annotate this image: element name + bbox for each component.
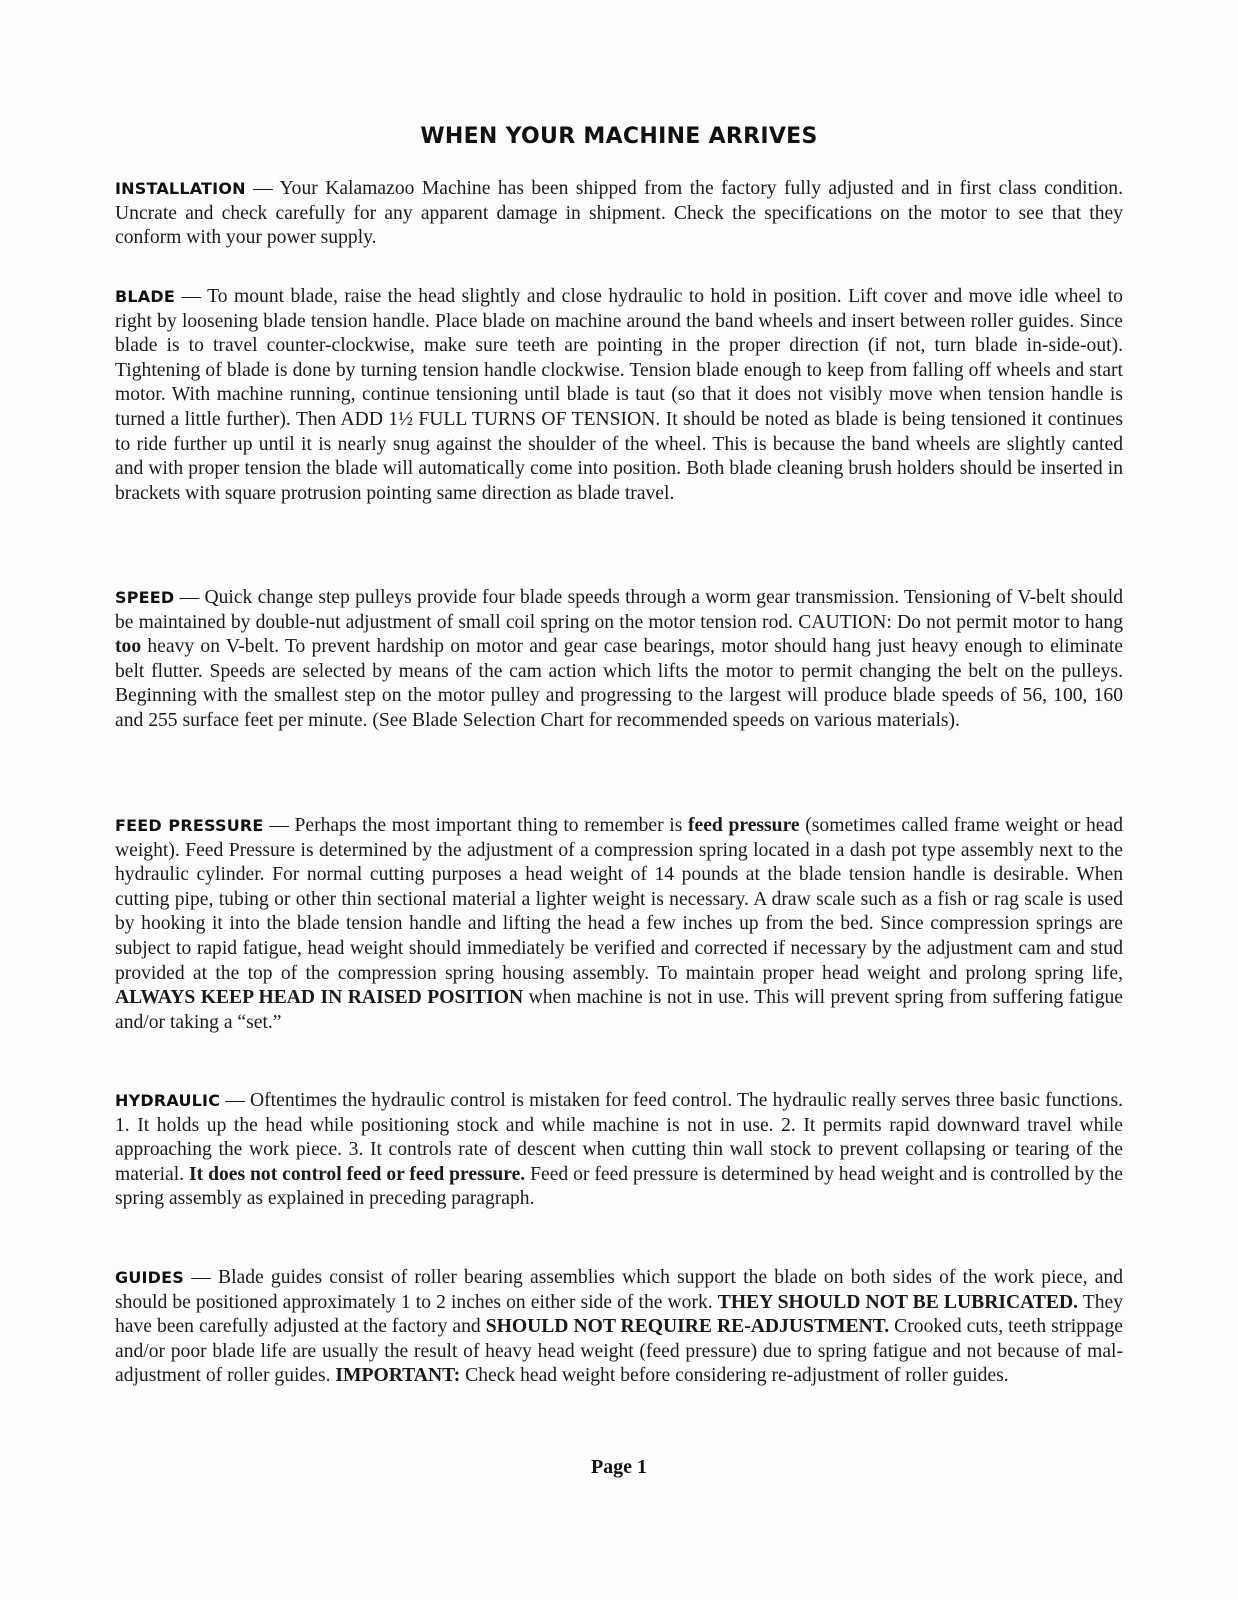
section-installation [115,177,1123,251]
emphasis-text: THEY SHOULD NOT BE LUBRICATED. [717,1291,1078,1313]
heading-dash: — [263,815,295,836]
heading-dash: — [245,178,280,199]
section-text: Blade guides consist of roller bearing assemblies which support the blade on both sides of the work piece, and should be positioned approximately 1 to 2 inches on either side of the work. [115,1267,1123,1313]
section-text: To mount blade, raise the head slightly and close hydraulic to hold in position. Lift cover and move idle wheel to right by loosening blade tension handle. Place blade on machine around the band wheels and insert between roller guides. Since blade is to travel counter-clockwise, make sure teeth are pointing in the proper direction (if not, turn blade in-side-out). Tightening of blade is done by turning tension handle clockwise. Tension blade enough to keep from falling off wheels and start motor. With machine running, continue tensioning until blade is taut (so that it does not visibly move when tension handle is turned a little further). Then ADD 1½ FULL TURNS OF TENSION. It should be noted as blade is being tensioned it continues to ride further up until it is nearly snug against the shoulder of the wheel. This is because the band wheels are slightly canted and with proper tension the blade will automatically come into position. Both blade cleaning brush holders should be inserted in brackets with square protrusion pointing same direction as blade travel. [115,286,1123,504]
section-text: heavy on V-belt. To prevent hardship on motor and gear case bearings, motor should hang just heavy enough to eliminate belt flutter. Speeds are selected by means of the cam action which lifts the motor to permit changing the belt on the pulleys. Beginning with the smallest step on the motor pulley and progressing to the largest will produce blade speeds of 56, 100, 160 and 255 surface feet per minute. (See Blade Selection Chart for recommended speeds on various materials). [115,636,1123,731]
page-title: WHEN YOUR MACHINE ARRIVES [420,124,818,149]
emphasis-text: IMPORTANT: [335,1365,461,1387]
section-feed-pressure [115,814,1123,1035]
section-text: Your Kalamazoo Machine has been shipped from the factory fully adjusted and in first class condition. Uncrate and check carefully for any apparent damage in shipment. Check the specifications on the motor to see that they conform with your power supply. [115,178,1123,249]
heading-dash: — [184,1267,219,1288]
emphasis-text: too [115,636,142,658]
section-text: Quick change step pulleys provide four blade speeds through a worm gear transmission. Tensioning of V-belt should be maintained by double-nut adjustment of small coil spring on the motor tension rod. CAUTION: Do not permit motor to hang [115,587,1123,633]
heading-dash: — [220,1090,250,1111]
section-text: (sometimes called frame weight or head weight). Feed Pressure is determined by the adjustment of a compression spring located in a dash pot type assembly next to the hydraulic cylinder. For normal cutting purposes a head weight of 14 pounds at the blade tension handle is desirable. When cutting pipe, tubing or other thin sectional material a lighter weight is necessary. A draw scale such as a fish or rag scale is used by hooking it into the blade tension handle and lifting the head a few inches up from the bed. Since compression springs are subject to rapid fatigue, head weight should immediately be verified and corrected if necessary by the adjustment cam and stud provided at the top of the compression spring housing assembly. To maintain proper head weight and prolong spring life, [115,815,1124,984]
section-heading-guides: GUIDES [115,1268,185,1287]
section-blade [115,285,1123,506]
section-heading-speed: SPEED [115,588,175,607]
heading-dash: — [174,286,208,307]
section-text: They have been carefully adjusted at the factory and [115,1291,1123,1338]
section-text: Crooked cuts, teeth strippage and/or poor blade life are usually the result of heavy head weight (feed pressure) due to spring fatigue and not because of mal-adjustment of roller guides. [115,1316,1124,1387]
page-number: Page 1 [590,1456,648,1478]
section-speed [115,586,1123,734]
section-text: Perhaps the most important thing to remember is [294,815,689,836]
section-heading-hydraulic: HYDRAULIC [115,1091,221,1110]
emphasis-text: ALWAYS KEEP HEAD IN RAISED POSITION [115,987,524,1009]
section-heading-installation: INSTALLATION [115,179,246,198]
heading-dash: — [174,587,205,608]
emphasis-text: SHOULD NOT REQUIRE RE-ADJUSTMENT. [485,1316,890,1338]
section-hydraulic [115,1089,1123,1212]
section-heading-feed-pressure: FEED PRESSURE [115,816,264,835]
section-heading-blade: BLADE [115,287,175,306]
section-text: Check head weight before considering re-adjustment of roller guides. [460,1365,1009,1387]
section-text: Oftentimes the hydraulic control is mistaken for feed control. The hydraulic really serves three basic functions. 1. It holds up the head while positioning stock and while machine is not in use. 2. It permits rapid downward travel while approaching the work piece. 3. It controls rate of descent when cutting thin wall stock to prevent collapsing or tearing of the material. [115,1090,1123,1185]
emphasis-text: feed pressure [688,815,800,836]
section-guides [115,1266,1123,1389]
section-text: when machine is not in use. This will prevent spring from suffering fatigue and/or taking a “set.” [115,987,1123,1033]
emphasis-text: It does not control feed or feed pressure. [189,1163,526,1185]
section-text: Feed or feed pressure is determined by head weight and is controlled by the spring assembly as explained in preceding paragraph. [115,1163,1124,1210]
